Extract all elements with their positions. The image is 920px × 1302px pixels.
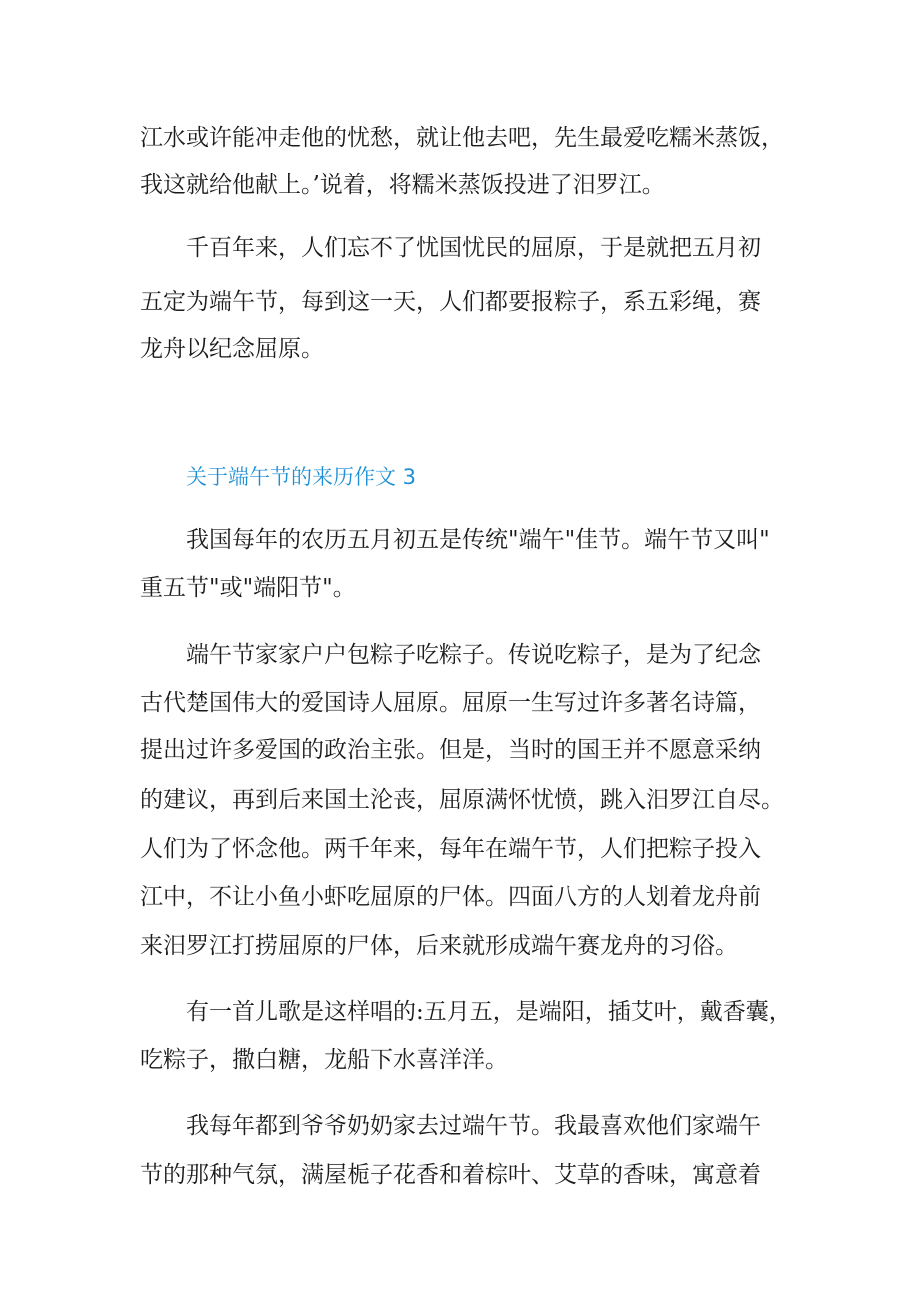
text-line: 重五节"或"端阳节"。 [140,575,356,601]
text-line: 古代楚国伟大的爱国诗人屈原。屈原一生写过许多著名诗篇， [140,690,761,716]
text-line: 江水或许能冲走他的忧愁，就让他去吧，先生最爱吃糯米蒸饭， [140,125,784,151]
paragraph-first-line: 我每年都到爷爷奶奶家去过端午节。我最喜欢他们家端午 [186,1113,761,1139]
paragraph-first-line: 千百年来，人们忘不了忧国忧民的屈原，于是就把五月初 [186,235,761,261]
text-line: 我这就给他献上。’说着，将糯米蒸饭投进了汨罗江。 [140,172,665,198]
text-line: 提出过许多爱国的政治主张。但是，当时的国王并不愿意采纳 [140,737,761,763]
text-line: 来汨罗江打捞屈原的尸体，后来就形成端午赛龙舟的习俗。 [140,933,738,959]
text-line: 吃粽子，撒白糖，龙船下水喜洋洋。 [140,1047,508,1073]
text-line: 江中，不让小鱼小虾吃屈原的尸体。四面八方的人划着龙舟前 [140,884,761,910]
text-line: 节的那种气氛，满屋栀子花香和着棕叶、艾草的香味，寓意着 [140,1162,761,1188]
text-line: 的建议，再到后来国土沦丧，屈原满怀忧愤，跳入汨罗江自尽。 [140,787,784,813]
section-heading: 关于端午节的来历作文 3 [186,465,417,489]
paragraph-first-line: 端午节家家户户包粽子吃粽子。传说吃粽子，是为了纪念 [186,642,761,668]
paragraph-first-line: 我国每年的农历五月初五是传统"端午"佳节。端午节又叫" [186,527,770,553]
paragraph-first-line: 有一首儿歌是这样唱的:五月五，是端阳，插艾叶，戴香囊， [186,999,792,1025]
text-line: 五定为端午节，每到这一天，人们都要报粽子，系五彩绳，赛 [140,289,761,315]
text-line: 龙舟以纪念屈原。 [140,336,324,362]
text-line: 人们为了怀念他。两千年来，每年在端午节，人们把粽子投入 [140,836,761,862]
